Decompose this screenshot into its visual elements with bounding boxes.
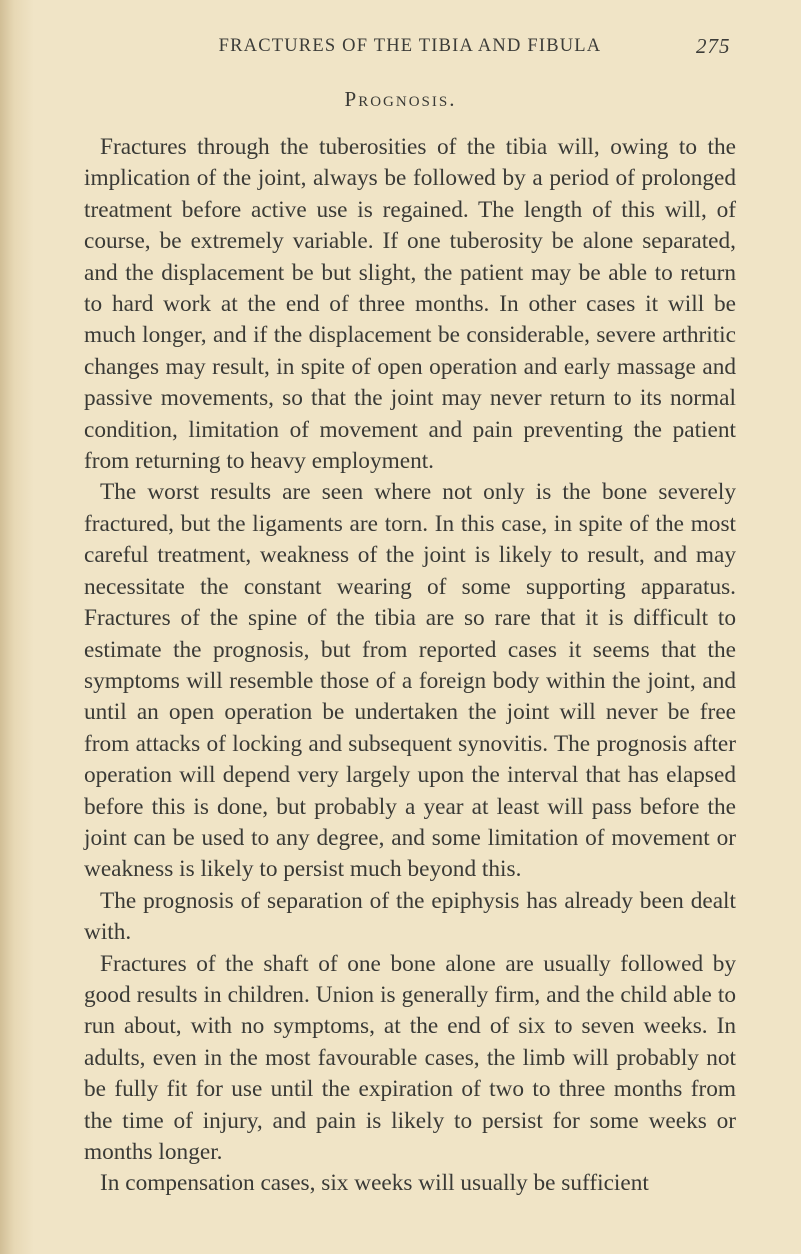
paragraph-compensation: In compensation cases, six weeks will usually be sufficient <box>100 1170 649 1197</box>
page-number: 275 <box>696 34 731 58</box>
paragraph-epiphysis: The prognosis of separation of the epiphysis has already been dealt with. <box>84 887 736 946</box>
running-head: FRACTURES OF THE TIBIA AND FIBULA <box>218 36 602 56</box>
paragraph-worst-results: The worst results are seen where not only is the bone severely fractured, but the ligaments are torn. In this case, in spite of the most careful treatment, weakness of the joint is likely to result, and may necessitate the constant wearing of some supporting apparatus. Fractures of the spine of the tibia are so rare that it is difficult to estimate the prognosis, but from reported cases it seems that the symptoms will resemble those of a foreign body within the joint, and until an open operation be undertaken the joint will never be free from attacks of locking and subsequent synovitis. The prognosis after operation will depend very largely upon the interval that has elapsed before this is done, but probably a year at least will pass before the joint can be used to any degree, and some limitation of movement or weakness is likely to persist much beyond this. <box>84 479 736 883</box>
section-heading: Prognosis. <box>344 87 457 111</box>
body-text <box>84 132 736 1200</box>
paragraph-tuberosities: Fractures through the tuberosities of the tibia will, owing to the implication of the joint, always be followed by a period of prolonged treatment before active use is regained. The length of this will, of course, be extremely variable. If one tuberosity be alone separated, and the displacement be but slight, the patient may be able to return to hard work at the end of three months. In other cases it will be much longer, and if the displacement be considerable, severe arthritic changes may result, in spite of open operation and early massage and passive movements, so that the joint may never return to its normal condition, limitation of movement and pain preventing the patient from returning to heavy employment. <box>84 134 736 475</box>
paragraph-shaft-fractures: Fractures of the shaft of one bone alone are usually followed by good results in children. Union is generally firm, and the child able to run about, with no symptoms, at the end of six to seven weeks. In adults, even in the most favourable cases, the limb will probably not be fully fit for use until the expiration of two to three months from the time of injury, and pain is likely to persist for some weeks or months longer. <box>84 950 736 1165</box>
